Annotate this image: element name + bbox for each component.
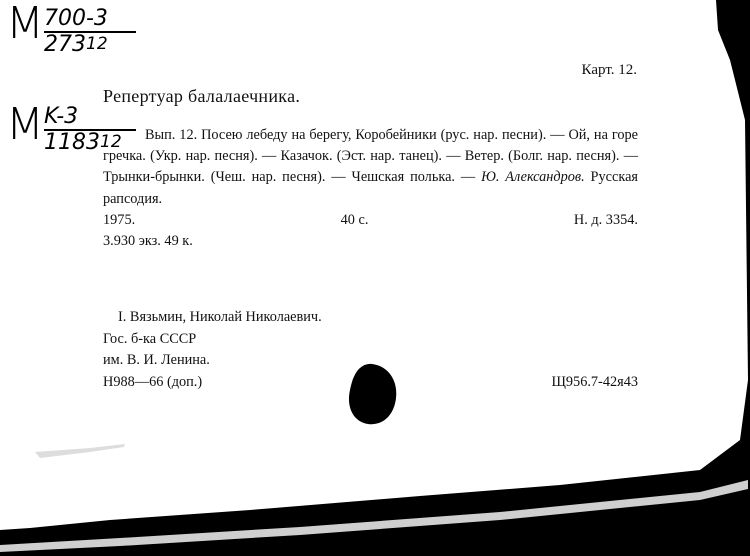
page-count: 40 с. bbox=[340, 211, 369, 228]
work-title: Русская рапсодия. bbox=[103, 169, 638, 207]
fraction-denominator bbox=[44, 34, 136, 56]
ink-blot-hole bbox=[344, 360, 400, 430]
call-letter: M bbox=[6, 0, 44, 49]
author-name: Ю. Александров. bbox=[481, 169, 585, 186]
denominator-text: 1183 bbox=[44, 130, 100, 155]
order-code: Н988—66 (доп.) bbox=[103, 373, 203, 390]
library-line-2: им. В. И. Ленина. bbox=[103, 352, 210, 368]
card-title: Репертуар балалаечника. bbox=[103, 86, 301, 106]
library-line-1: Гос. б-ка СССР bbox=[103, 330, 197, 347]
call-letter: M bbox=[6, 99, 44, 150]
handwritten-call-number-1 bbox=[6, 0, 44, 49]
print-run: 3.930 экз. 49 к. bbox=[103, 233, 193, 250]
description-text: Вып. 12. Посею лебеду на берегу, Коробейники (рус. нар. песни). — Ой, на горе гречка. (Укр. нар. песня). — Казачок. (Эст. нар. танец). — Ветер. (Болг. нар. песня). — Трынки-брынки. (Чеш. нар. песня). — Чешская полька. — bbox=[103, 127, 638, 186]
publisher-number: Н. д. 3354. bbox=[573, 211, 638, 228]
denominator-sup: 12 bbox=[100, 132, 122, 152]
handwritten-fraction-1 bbox=[44, 8, 136, 56]
fraction-numerator: K-3 bbox=[44, 104, 79, 129]
denominator-text: 273 bbox=[44, 32, 86, 57]
publication-year: 1975. bbox=[103, 211, 136, 228]
compiler-name: I. Вязьмин, Николай Николаевич. bbox=[118, 309, 322, 325]
card-number: Карт. 12. bbox=[581, 62, 637, 78]
classification-code: Щ956.7-42я43 bbox=[551, 373, 638, 390]
card-description bbox=[103, 125, 638, 252]
compiler-line bbox=[103, 307, 638, 329]
fraction-numerator: 700-3 bbox=[44, 6, 108, 31]
handwritten-call-number-2 bbox=[6, 99, 44, 150]
publication-row bbox=[103, 210, 638, 231]
denominator-sup: 12 bbox=[86, 34, 108, 54]
